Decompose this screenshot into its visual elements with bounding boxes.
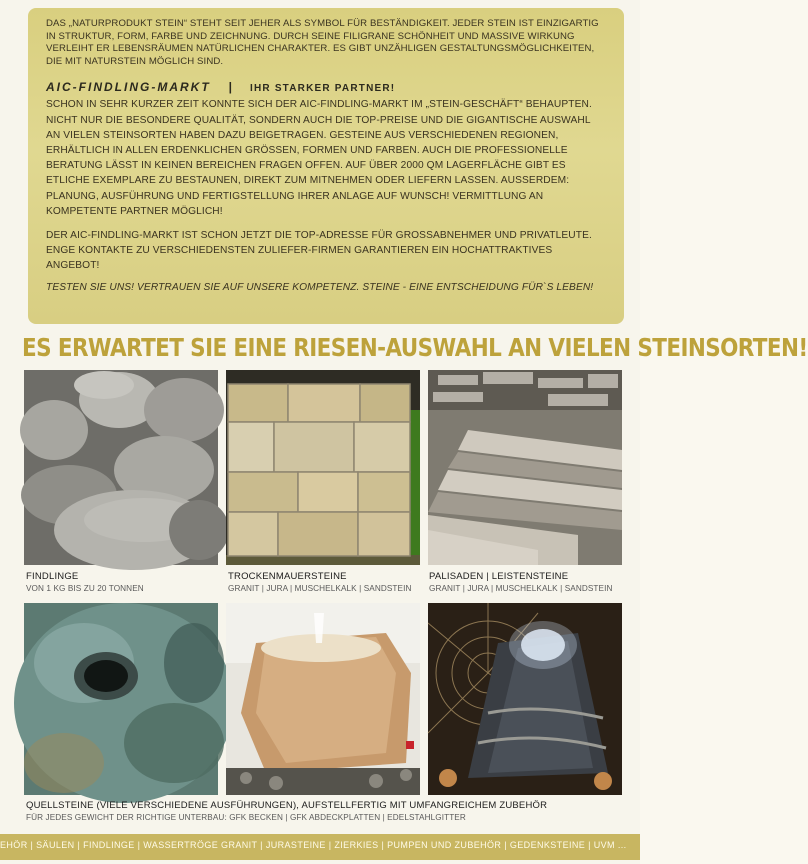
fountain-stone-sandstone-photo — [226, 603, 420, 795]
boulders-photo — [24, 370, 218, 565]
brand-line — [46, 80, 606, 94]
brand-separator: | — [228, 80, 233, 95]
product-subtitle-findlinge: VON 1 KG BIS ZU 20 TONNEN — [26, 584, 144, 593]
product-title-findlinge: FINDLINGE — [26, 571, 79, 582]
product-title-trockenmauer: TROCKENMAUERSTEINE — [228, 571, 347, 582]
intro-paragraph-2: DER AIC-FINDLING-MARKT IST SCHON JETZT DIE TOP-ADRESSE FÜR GROSSABNEHMER UND PRIVATLEUTE. ENGE KONTAKTE ZU VERSCHIEDENSTEN ZULIEFER-FIRMEN GARANTIEREN EIN HOCHATTRAKTIVES ANGEBOT! — [46, 230, 592, 272]
section-headline: ES ERWARTET SIE EINE RIESEN-AUSWAHL AN VIELEN STEINSORTEN! — [22, 334, 808, 363]
product-subtitle-palisaden: GRANIT | JURA | MUSCHELKALK | SANDSTEIN — [429, 584, 613, 593]
footer-categories: EHÖR | SÄULEN | FINDLINGE | WASSERTRÖGE GRANIT | JURASTEINE | ZIERKIES | PUMPEN UND ZUBEHÖR | GEDENKSTEINE | UVM ... — [0, 840, 627, 850]
brand-name: AIC-FINDLING-MARKT — [46, 80, 211, 95]
intro-paragraph-1: SCHON IN SEHR KURZER ZEIT KONNTE SICH DER AIC-FINDLING-MARKT IM „STEIN-GESCHÄFT“ BEHAUPTEN. NICHT NUR DIE BESONDERE QUALITÄT, SONDERN AUCH DIE TOP-PREISE UND DIE GIGANTISCHE AUSWAHL AN VIELEN STEINSORTEN HABEN DAZU BEIGETRAGEN. GESTEINE AUS VERSCHIEDENEN REGIONEN, ERHÄLTLICH IN ALLEN ERDENKLICHEN GRÖSSEN, FORMEN UND FARBEN. AUCH DIE PROFESSIONELLE BERATUNG LÄSST IN KEINEN BEREICHEN FRAGEN OFFEN. AUF ÜBER 2000 QM LAGERFLÄCHE GIBT ES ETLICHE EXEMPLARE ZU BESTAUNEN, DIREKT ZUM MITNEHMEN ODER LIEFERN LASSEN. AUSSERDEM: PLANUNG, AUSFÜHRUNG UND FERTIGSTELLUNG IHRER ANLAGE AUF WUNSCH! VERMITTLUNG AN KOMPETENTE PARTNER MÖGLICH! — [46, 99, 592, 217]
drystone-wall-photo — [226, 370, 420, 565]
fountains-title: QUELLSTEINE (VIELE VERSCHIEDENE AUSFÜHRUNGEN), AUFSTELLFERTIG MIT UMFANGREICHEM ZUBEHÖR — [26, 800, 548, 811]
intro-box — [28, 8, 624, 324]
palisades-photo — [428, 370, 622, 565]
intro-closing: TESTEN SIE UNS! VERTRAUEN SIE AUF UNSERE KOMPETENZ. STEINE - EINE ENTSCHEIDUNG FÜR`S LEBEN! — [46, 281, 594, 293]
product-title-palisaden: PALISADEN | LEISTENSTEINE — [429, 571, 569, 582]
intro-lead-text: DAS „NATURPRODUKT STEIN“ STEHT SEIT JEHER ALS SYMBOL FÜR BESTÄNDIGKEIT. JEDER STEIN IST EINZIGARTIG IN STRUKTUR, FORM, FARBE UND ZEICHNUNG. DURCH SEINE FILIGRANE SCHÖNHEIT UND MASSIVE WIRKUNG VERLEIHT ER LEBENSRÄUMEN NATÜRLICHEN CHARAKTER. ES GIBT UNZÄHLIGEN GESTALTUNGSMÖGLICHKEITEN, DIE MIT NATURSTEIN MÖGLICH SIND. — [46, 18, 599, 67]
fountains-subtitle: FÜR JEDES GEWICHT DER RICHTIGE UNTERBAU: GFK BECKEN | GFK ABDECKPLATTEN | EDELSTAHLGITTER — [26, 813, 466, 822]
brand-tagline: IHR STARKER PARTNER! — [250, 83, 396, 95]
fountain-stone-lit-photo — [428, 603, 622, 795]
fountain-stone-green-photo — [24, 603, 218, 795]
product-subtitle-trockenmauer: GRANIT | JURA | MUSCHELKALK | SANDSTEIN — [228, 584, 412, 593]
